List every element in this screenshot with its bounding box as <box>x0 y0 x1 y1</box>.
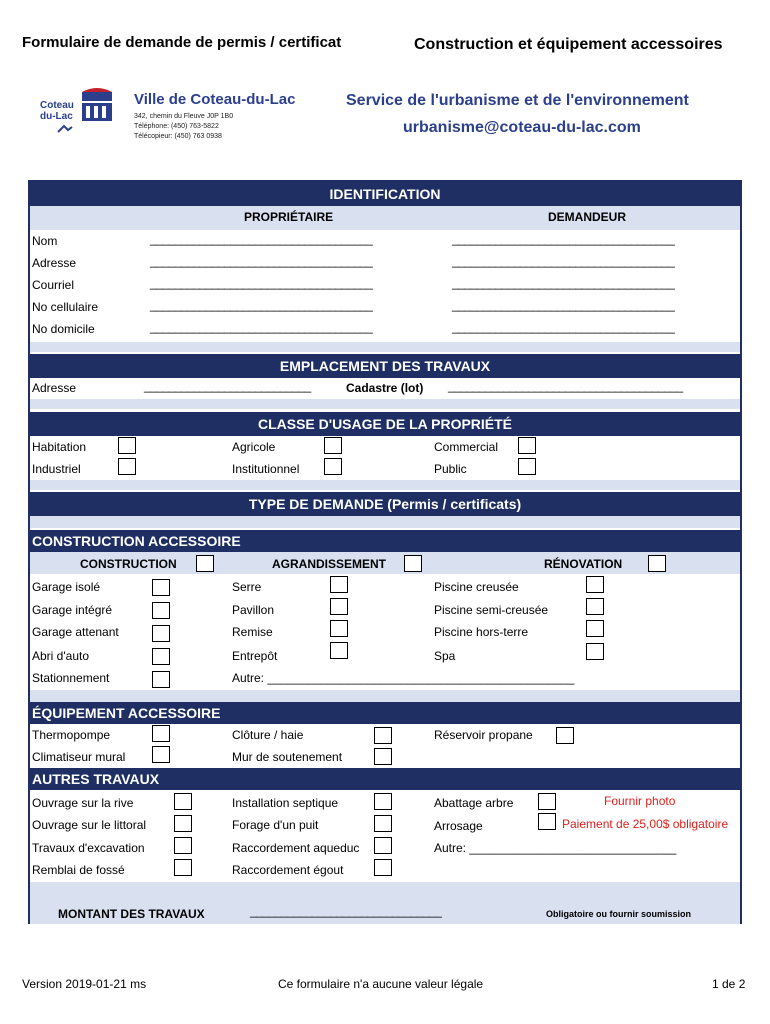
owner-cellulaire-field[interactable]: ____________________________________ <box>150 298 373 312</box>
abri-auto-label: Abri d'auto <box>32 649 89 663</box>
piscine-hors-terre-label: Piscine hors-terre <box>434 625 529 639</box>
id-row-domicile: No domicile <box>32 322 95 336</box>
usage-agricole-label: Agricole <box>232 440 276 454</box>
aqueduc-checkbox[interactable] <box>374 837 392 854</box>
piscine-creusee-checkbox[interactable] <box>586 576 604 593</box>
usage-industriel-label: Industriel <box>32 462 81 476</box>
forage-puit-label: Forage d'un puit <box>232 818 319 832</box>
thermopompe-label: Thermopompe <box>32 728 111 742</box>
sub-agrandissement-checkbox[interactable] <box>404 555 422 572</box>
city-address: 342, chemin du Fleuve J0P 1B0 <box>134 113 234 120</box>
abri-auto-checkbox[interactable] <box>152 648 170 665</box>
logo-text-1: Coteau <box>40 100 74 111</box>
amount-label: MONTANT DES TRAVAUX <box>58 907 205 921</box>
owner-nom-field[interactable]: ____________________________________ <box>150 232 373 246</box>
garage-isole-checkbox[interactable] <box>152 579 170 596</box>
excavation-label: Travaux d'excavation <box>32 841 145 855</box>
usage-institutionnel-label: Institutionnel <box>232 462 300 476</box>
stationnement-label: Stationnement <box>32 671 110 685</box>
egout-label: Raccordement égout <box>232 863 344 877</box>
pavillon-label: Pavillon <box>232 603 275 617</box>
entrepot-label: Entrepôt <box>232 649 278 663</box>
owner-adresse-field[interactable]: ____________________________________ <box>150 254 373 268</box>
note-payment: Paiement de 25,00$ obligatoire <box>562 817 729 831</box>
remise-checkbox[interactable] <box>330 620 348 637</box>
mur-soutenement-label: Mur de soutenement <box>232 750 343 764</box>
spacer-band <box>30 342 740 352</box>
serre-checkbox[interactable] <box>330 576 348 593</box>
usage-public-label: Public <box>434 462 467 476</box>
usage-commercial-checkbox[interactable] <box>518 437 536 454</box>
cloture-checkbox[interactable] <box>374 727 392 744</box>
excavation-checkbox[interactable] <box>174 837 192 854</box>
section-request-type: TYPE DE DEMANDE (Permis / certificats) <box>30 492 740 516</box>
amount-field[interactable]: _______________________________ <box>250 904 442 918</box>
aqueduc-label: Raccordement aqueduc <box>232 841 360 855</box>
footer-version: Version 2019-01-21 ms <box>22 977 147 991</box>
ouvrage-rive-checkbox[interactable] <box>174 793 192 810</box>
applicant-cellulaire-field[interactable]: ____________________________________ <box>452 298 675 312</box>
thermopompe-checkbox[interactable] <box>152 725 170 742</box>
sub-renovation-checkbox[interactable] <box>648 555 666 572</box>
id-row-nom: Nom <box>32 234 58 248</box>
cloture-label: Clôture / haie <box>232 728 304 742</box>
city-fax: Télécopieur: (450) 763 0938 <box>134 133 222 140</box>
footer-page: 1 de 2 <box>712 977 746 991</box>
garage-attenant-label: Garage attenant <box>32 625 119 639</box>
installation-septique-checkbox[interactable] <box>374 793 392 810</box>
col-applicant: DEMANDEUR <box>548 210 626 224</box>
sub-agrandissement-label: AGRANDISSEMENT <box>272 557 387 571</box>
service-name: Service de l'urbanisme et de l'environnement <box>346 92 689 109</box>
pavillon-checkbox[interactable] <box>330 598 348 615</box>
reservoir-propane-checkbox[interactable] <box>556 727 574 744</box>
spacer-band <box>30 516 740 528</box>
abattage-arbre-label: Abattage arbre <box>434 796 514 810</box>
logo-text-2: du-Lac <box>40 111 73 122</box>
applicant-domicile-field[interactable]: ____________________________________ <box>452 320 675 334</box>
city-logo <box>38 86 118 144</box>
stationnement-checkbox[interactable] <box>152 671 170 688</box>
section-usage: CLASSE D'USAGE DE LA PROPRIÉTÉ <box>30 412 740 436</box>
form-subject: Construction et équipement accessoires <box>414 36 723 53</box>
remise-label: Remise <box>232 625 273 639</box>
section-other-work: AUTRES TRAVAUX <box>30 768 740 790</box>
id-row-cellulaire: No cellulaire <box>32 300 99 314</box>
identification-header-band <box>30 206 740 230</box>
id-row-courriel: Courriel <box>32 278 75 292</box>
usage-agricole-checkbox[interactable] <box>324 437 342 454</box>
sub-construction-checkbox[interactable] <box>196 555 214 572</box>
applicant-adresse-field[interactable]: ____________________________________ <box>452 254 675 268</box>
ouvrage-rive-label: Ouvrage sur la rive <box>32 796 134 810</box>
usage-industriel-checkbox[interactable] <box>118 458 136 475</box>
egout-checkbox[interactable] <box>374 859 392 876</box>
cadastre-label: Cadastre (lot) <box>346 381 424 395</box>
section-construction: CONSTRUCTION ACCESSOIRE <box>30 530 740 552</box>
garage-integre-label: Garage intégré <box>32 603 113 617</box>
garage-isole-label: Garage isolé <box>32 580 101 594</box>
construction-other-field[interactable]: Autre: ______________________________________________ <box>232 671 575 685</box>
owner-courriel-field[interactable]: ____________________________________ <box>150 276 373 290</box>
piscine-semi-label: Piscine semi-creusée <box>434 603 549 617</box>
form-title: Formulaire de demande de permis / certificat <box>22 34 342 51</box>
footer-disclaimer: Ce formulaire n'a aucune valeur légale <box>278 977 484 991</box>
climatiseur-label: Climatiseur mural <box>32 750 126 764</box>
piscine-semi-checkbox[interactable] <box>586 598 604 615</box>
sub-renovation-label: RÉNOVATION <box>544 557 623 571</box>
usage-habitation-label: Habitation <box>32 440 87 454</box>
id-row-adresse: Adresse <box>32 256 77 270</box>
usage-habitation-checkbox[interactable] <box>118 437 136 454</box>
garage-attenant-checkbox[interactable] <box>152 625 170 642</box>
city-name: Ville de Coteau-du-Lac <box>134 91 296 108</box>
spa-label: Spa <box>434 649 456 663</box>
spacer-band <box>30 399 740 409</box>
abattage-arbre-checkbox[interactable] <box>538 793 556 810</box>
usage-institutionnel-checkbox[interactable] <box>324 458 342 475</box>
climatiseur-checkbox[interactable] <box>152 746 170 763</box>
installation-septique-label: Installation septique <box>232 796 339 810</box>
mur-soutenement-checkbox[interactable] <box>374 748 392 765</box>
remblai-label: Remblai de fossé <box>32 863 125 877</box>
remblai-checkbox[interactable] <box>174 859 192 876</box>
garage-integre-checkbox[interactable] <box>152 602 170 619</box>
other-work-other-field[interactable]: Autre: _______________________________ <box>434 841 677 855</box>
forage-puit-checkbox[interactable] <box>374 815 392 832</box>
usage-public-checkbox[interactable] <box>518 458 536 475</box>
spa-checkbox[interactable] <box>586 643 604 660</box>
piscine-hors-terre-checkbox[interactable] <box>586 620 604 637</box>
cadastre-field[interactable]: ______________________________________ <box>448 379 683 393</box>
section-location: EMPLACEMENT DES TRAVAUX <box>30 354 740 378</box>
col-owner: PROPRIÉTAIRE <box>244 210 334 224</box>
location-address-field[interactable]: ___________________________ <box>144 379 311 393</box>
reservoir-propane-label: Réservoir propane <box>434 728 533 742</box>
arrosage-label: Arrosage <box>434 819 483 833</box>
location-address-label: Adresse <box>32 381 77 395</box>
service-email: urbanisme@coteau-du-lac.com <box>403 119 641 136</box>
arrosage-checkbox[interactable] <box>538 813 556 830</box>
entrepot-checkbox[interactable] <box>330 642 348 659</box>
serre-label: Serre <box>232 580 262 594</box>
city-phone: Téléphone: (450) 763-5822 <box>134 123 219 130</box>
ouvrage-littoral-label: Ouvrage sur le littoral <box>32 818 147 832</box>
owner-domicile-field[interactable]: ____________________________________ <box>150 320 373 334</box>
form-frame <box>28 180 742 924</box>
section-equipment: ÉQUIPEMENT ACCESSOIRE <box>30 702 740 724</box>
usage-commercial-label: Commercial <box>434 440 499 454</box>
section-identification: IDENTIFICATION <box>30 182 740 206</box>
spacer-band <box>30 480 740 490</box>
applicant-nom-field[interactable]: ____________________________________ <box>452 232 675 246</box>
spacer-band <box>30 690 740 702</box>
note-photo: Fournir photo <box>604 794 676 808</box>
spacer-band <box>30 882 740 902</box>
piscine-creusee-label: Piscine creusée <box>434 580 519 594</box>
sub-construction-label: CONSTRUCTION <box>80 557 177 571</box>
applicant-courriel-field[interactable]: ____________________________________ <box>452 276 675 290</box>
ouvrage-littoral-checkbox[interactable] <box>174 815 192 832</box>
amount-note: Obligatoire ou fournir soumission <box>546 909 692 919</box>
